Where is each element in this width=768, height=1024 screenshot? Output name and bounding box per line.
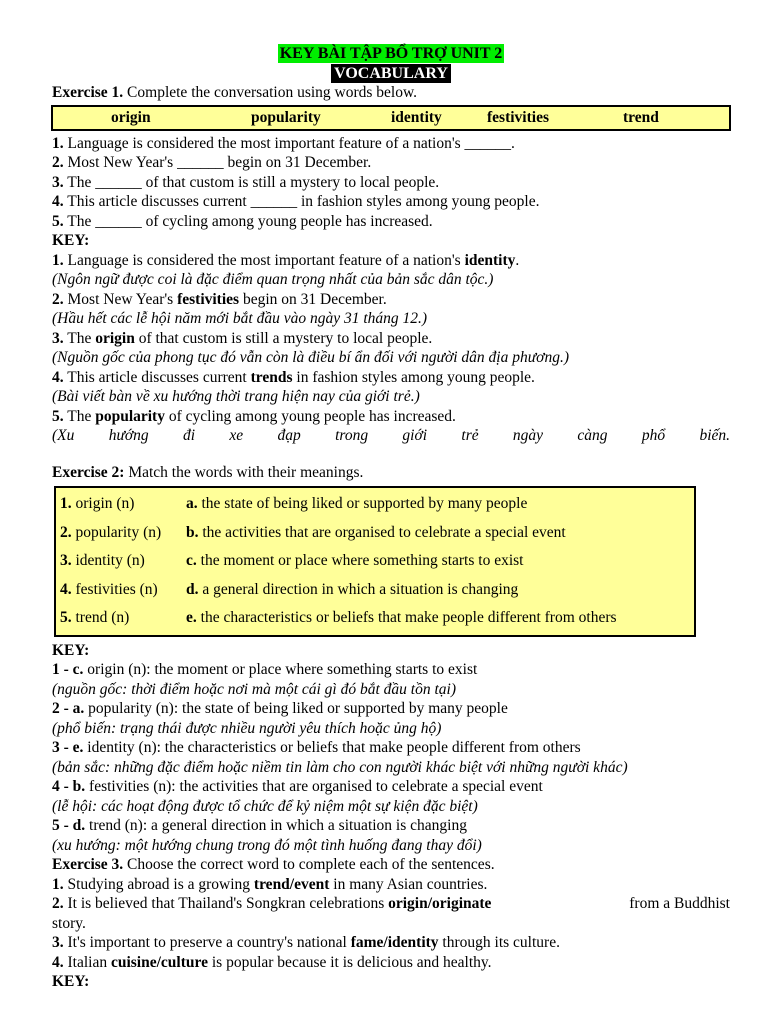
answer-text: of cycling among young people has increased. <box>164 407 456 425</box>
question-text: Language is considered the most important feature of a nation's ______. <box>63 134 515 152</box>
match-meaning: the moment or place where something starts to exist <box>196 552 524 570</box>
answer-word: trends <box>250 368 293 386</box>
match-letter: c. <box>186 552 197 570</box>
ex1-answer <box>52 368 730 388</box>
ex1-translation: (Nguồn gốc của phong tục đó vẫn còn là điều bí ẩn đối với người dân địa phương.) <box>52 349 569 366</box>
ex1-key-label: KEY: <box>52 232 90 249</box>
match-number: 3. <box>60 552 72 570</box>
answer-word: popularity <box>95 407 165 425</box>
question-choices: origin/originate <box>388 895 492 913</box>
match-meaning: the activities that are organised to celebrate a special event <box>198 523 566 541</box>
answer-text: popularity (n): the state of being liked or supported by many people <box>84 700 508 718</box>
match-row <box>60 519 694 548</box>
ex3-question-continued: story. <box>52 914 86 932</box>
ex2-answer <box>52 699 730 719</box>
word-bank-item: origin <box>111 108 151 126</box>
word-bank-item: identity <box>391 108 442 126</box>
answer-text: begin on 31 December. <box>239 290 387 308</box>
match-meaning: the state of being liked or supported by many people <box>197 495 528 512</box>
question-number: 1. <box>52 134 64 152</box>
question-number: 4. <box>52 193 64 210</box>
answer-text: Most New Year's <box>63 290 178 308</box>
ex1-instruction: Complete the conversation using words below. <box>123 84 418 101</box>
answer-text: The <box>63 407 96 425</box>
question-number: 3. <box>52 934 64 952</box>
match-word: popularity (n) <box>71 523 162 541</box>
ex1-translation: (Hầu hết các lễ hội năm mới bắt đầu vào ngày 31 tháng 12.) <box>52 310 428 327</box>
ex2-instruction: Match the words with their meanings. <box>124 463 364 481</box>
answer-number: 3. <box>52 329 64 347</box>
match-word: festivities (n) <box>71 580 158 598</box>
document-page <box>52 0 730 992</box>
ex2-translation: (bản sắc: những đặc điểm hoặc niềm tin làm cho con người khác biệt với những người khác) <box>52 758 628 776</box>
ex1-question <box>52 173 730 193</box>
ex2-answer <box>52 738 730 758</box>
ex1-question <box>52 212 730 232</box>
question-text: The ______ of cycling among young people has increased. <box>63 212 433 230</box>
question-number: 2. <box>52 895 64 913</box>
ex1-answer <box>52 290 730 310</box>
answer-number: 5. <box>52 407 64 425</box>
ex2-answer <box>52 660 730 680</box>
answer-text: . <box>515 251 520 269</box>
ex1-heading-line <box>52 83 730 103</box>
ex3-question <box>52 875 730 895</box>
question-text: This article discusses current ______ in fashion styles among young people. <box>63 193 540 210</box>
answer-text: Language is considered the most important feature of a nation's <box>63 251 465 269</box>
question-number: 3. <box>52 173 64 191</box>
ex3-key-label: KEY: <box>52 973 90 991</box>
question-text: in many Asian countries. <box>329 875 488 893</box>
match-number: 2. <box>60 523 72 541</box>
question-text: It is believed that Thailand's Songkran celebrations <box>63 895 389 913</box>
word-bank-item: popularity <box>251 108 321 126</box>
answer-number: 1. <box>52 251 64 269</box>
answer-text: identity (n): the characteristics or beliefs that make people different from others <box>83 739 581 757</box>
ex1-answer <box>52 251 730 271</box>
answer-text: of that custom is still a mystery to local people. <box>134 329 433 347</box>
match-letter: d. <box>186 580 199 598</box>
ex3-heading-line <box>52 855 730 875</box>
question-number: 4. <box>52 953 64 971</box>
match-row <box>60 547 694 576</box>
ex1-question <box>52 192 730 212</box>
answer-number: 4. <box>52 368 64 386</box>
question-text: Most New Year's ______ begin on 31 December. <box>63 154 372 171</box>
question-number: 2. <box>52 154 64 171</box>
ex1-question <box>52 153 730 173</box>
question-number: 5. <box>52 212 64 230</box>
answer-pair: 1 - c. <box>52 661 84 679</box>
ex1-translation: (Xu hướng đi xe đạp trong giới trẻ ngày càng phổ biến. <box>52 427 730 444</box>
ex2-translation: (lễ hội: các hoạt động được tổ chức để kỷ niệm một sự kiện đặc biệt) <box>52 797 478 815</box>
ex2-answer <box>52 777 730 797</box>
match-number: 5. <box>60 609 72 627</box>
ex2-translation: (nguồn gốc: thời điểm hoặc nơi mà một cái gì đó bắt đầu tồn tại) <box>52 680 456 698</box>
answer-text: This article discusses current <box>63 368 251 386</box>
question-text: from a Buddhist <box>625 895 730 913</box>
match-letter: a. <box>186 495 198 512</box>
ex1-translation: (Bài viết bàn về xu hướng thời trang hiện nay của giới trẻ.) <box>52 388 420 405</box>
match-meaning: a general direction in which a situation is changing <box>198 580 519 598</box>
ex1-answer <box>52 329 730 349</box>
match-word: trend (n) <box>71 609 130 627</box>
answer-word: origin <box>95 329 135 347</box>
answer-text: origin (n): the moment or place where something starts to exist <box>83 661 478 679</box>
question-text: It's important to preserve a country's national <box>63 934 351 952</box>
answer-text: trend (n): a general direction in which a situation is changing <box>85 817 467 835</box>
ex2-heading-line <box>52 463 730 483</box>
question-text: through its culture. <box>438 934 560 952</box>
ex3-instruction: Choose the correct word to complete each of the sentences. <box>123 856 495 874</box>
answer-pair: 4 - b. <box>52 778 86 796</box>
question-choices: cuisine/culture <box>110 953 208 971</box>
question-text: Studying abroad is a growing <box>63 875 254 893</box>
ex3-question <box>52 953 730 973</box>
ex1-word-box <box>51 105 731 131</box>
match-word: origin (n) <box>71 495 135 512</box>
answer-pair: 3 - e. <box>52 739 84 757</box>
ex2-match-box <box>54 486 696 637</box>
answer-text: festivities (n): the activities that are organised to celebrate a special event <box>85 778 543 796</box>
ex2-translation: (xu hướng: một hướng chung trong đó một tình huống đang thay đổi) <box>52 836 482 854</box>
answer-text: in fashion styles among young people. <box>292 368 535 386</box>
ex1-question <box>52 134 730 154</box>
ex3-question <box>52 894 730 914</box>
answer-pair: 2 - a. <box>52 700 85 718</box>
match-number: 1. <box>60 495 72 512</box>
match-row <box>60 604 694 633</box>
answer-word: festivities <box>177 290 240 308</box>
match-number: 4. <box>60 580 72 598</box>
question-choices: fame/identity <box>350 934 439 952</box>
match-letter: e. <box>186 609 197 627</box>
question-choices: trend/event <box>253 875 330 893</box>
answer-text: The <box>63 329 96 347</box>
word-bank-item: festivities <box>487 108 549 126</box>
answer-word: identity <box>464 251 516 269</box>
ex2-heading: Exercise 2: <box>52 463 125 481</box>
page-subtitle: VOCABULARY <box>331 64 451 83</box>
match-word: identity (n) <box>71 552 145 570</box>
title-block <box>52 0 730 83</box>
question-number: 1. <box>52 875 64 893</box>
word-bank-item: trend <box>623 108 659 126</box>
ex2-translation: (phổ biến: trạng thái được nhiều người yêu thích hoặc ủng hộ) <box>52 719 442 737</box>
ex1-heading: Exercise 1. <box>52 84 124 101</box>
match-meaning: the characteristics or beliefs that make people different from others <box>196 609 617 627</box>
answer-number: 2. <box>52 290 64 308</box>
match-letter: b. <box>186 523 199 541</box>
question-text: The ______ of that custom is still a mystery to local people. <box>63 173 440 191</box>
ex3-question <box>52 933 730 953</box>
page-title: KEY BÀI TẬP BỔ TRỢ UNIT 2 <box>279 45 503 62</box>
match-row <box>60 490 694 519</box>
ex2-answer <box>52 816 730 836</box>
ex2-key-label: KEY: <box>52 641 90 659</box>
question-text: Italian <box>63 953 111 971</box>
ex1-answer <box>52 407 730 427</box>
ex1-translation: (Ngôn ngữ được coi là đặc điểm quan trọng nhất của bản sắc dân tộc.) <box>52 271 494 288</box>
answer-pair: 5 - d. <box>52 817 86 835</box>
question-text: is popular because it is delicious and healthy. <box>208 953 492 971</box>
ex3-heading: Exercise 3. <box>52 856 124 874</box>
match-row <box>60 576 694 605</box>
